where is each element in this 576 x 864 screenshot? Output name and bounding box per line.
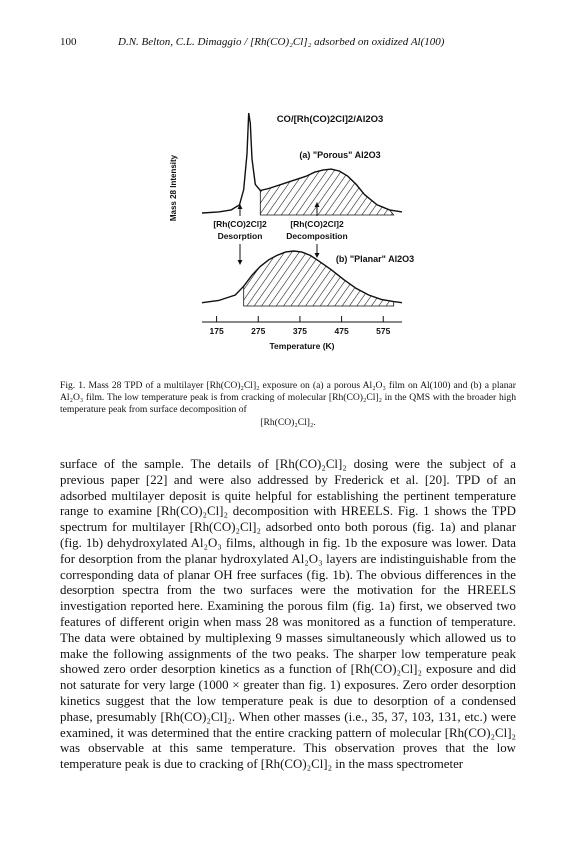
x-axis-label: Temperature (K) <box>269 341 335 351</box>
page-header <box>60 36 530 48</box>
annot-decomposition: Decomposition <box>286 231 348 241</box>
body-text <box>60 457 516 773</box>
annot-desorption: Desorption <box>217 231 263 241</box>
x-tick-label: 475 <box>334 326 349 336</box>
caption-last-line: [Rh(CO)₂Cl]₂. <box>260 416 316 428</box>
label-a: (a) "Porous" Al2O3 <box>299 150 381 160</box>
caption-text: Fig. 1. Mass 28 TPD of a multilayer [Rh(CO)₂Cl]₂ exposure on (a) a porous Al₂O₃ film on Al(100) and (b) a planar Al₂O₃ film. The low temperature peak is from cracking of molecular [Rh(CO)₂Cl]₂ in the QMS with the broader high temperature peak from surface decomposition of <box>60 380 516 416</box>
body-paragraph: surface of the sample. The details of [Rh(CO)₂Cl]₂ dosing were the subject of a previous paper [22] and were also addressed by Frederick et al. [20]. TPD of an adsorbed multilayer deposit is quite helpful for establishing the pertinent temperature range to examine [Rh(CO)₂Cl]₂ decomposition with HREELS. Fig. 1 shows the TPD spectrum for multilayer [Rh(CO)₂Cl]₂ adsorbed onto both porous (fig. 1a) and planar (fig. 1b) dehydroxylated Al₂O₃ films, although in fig. 1b the exposure was lower. Data for desorption from the planar hydroxylated Al₂O₃ layers are indistinguishable from the corresponding data of planar OH free surfaces (fig. 1b). The obvious differences in the desorption spectra from the two surfaces were the motivation for the HREELS investigation reported here. Examining the porous film (fig. 1a) first, we observed two features of different origin when mass 28 was monitored as a function of temperature. The data were obtained by multiplexing 9 masses simultaneously which allowed us to make the following assignments of the two peaks. The sharper low temperature peak showed zero order desorption kinetics as a function of [Rh(CO)₂Cl]₂ exposure and did not saturate for very large (1000 × greater than fig. 1) exposures. Zero order desorption kinetics suggest that the low temperature peak is due to desorption of a condensed phase, presumably [Rh(CO)₂Cl]₂. When other masses (i.e., 35, 37, 103, 131, etc.) were examined, it was determined that the entire cracking pattern of molecular [Rh(CO)₂Cl]₂ was observable at this same temperature. This observation proves that the low temperature peak is due to cracking of [Rh(CO)₂Cl]₂ in the mass spectrometer <box>60 457 516 772</box>
running-head: D.N. Belton, C.L. Dimaggio / [Rh(CO)₂Cl]₂ adsorbed on oxidized Al(100) <box>118 36 445 48</box>
y-axis-label: Mass 28 Intensity <box>169 154 178 222</box>
decomposition-arrowhead-b <box>315 253 320 258</box>
x-tick-label: 275 <box>251 326 266 336</box>
hatched-decomposition-area-a <box>260 169 393 215</box>
label-b: (b) "Planar" Al2O3 <box>335 254 415 264</box>
figure-caption <box>60 380 516 429</box>
tpd-chart <box>140 92 440 370</box>
figure-1 <box>140 92 440 370</box>
x-axis-ticks <box>209 316 390 336</box>
x-tick-label: 375 <box>292 326 308 336</box>
x-tick-label: 575 <box>376 326 391 336</box>
x-tick-label: 175 <box>209 326 224 336</box>
annot-desorption-compound: [Rh(CO)2Cl]2 <box>213 219 267 229</box>
annot-decomp-compound: [Rh(CO)2Cl]2 <box>290 219 344 229</box>
figure-title: CO/[Rh(CO)2Cl]2/Al2O3 <box>276 114 384 125</box>
page-number: 100 <box>60 36 77 48</box>
desorption-arrowhead-b <box>238 260 243 265</box>
